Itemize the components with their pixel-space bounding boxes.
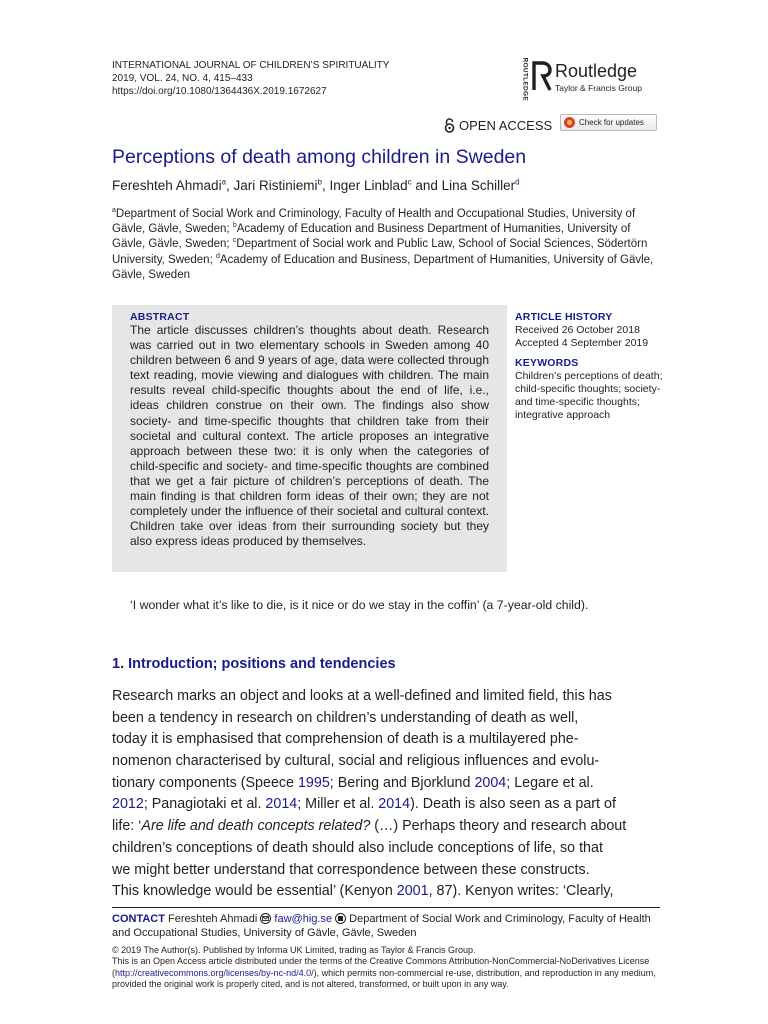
body-line: tionary components (Speece 1995; Bering and Bjorklund 2004; Legare et al. bbox=[112, 774, 594, 791]
author-name: Jari Ristiniemi bbox=[233, 178, 318, 193]
article-history-heading: ARTICLE HISTORY bbox=[515, 311, 613, 323]
author-affiliation-mark[interactable]: a bbox=[221, 177, 227, 187]
body-line: This knowledge would be essential’ (Kenyon 2001, 87). Kenyon writes: ‘Clearly, bbox=[112, 883, 614, 900]
journal-volume: 2019, VOL. 24, NO. 4, 415–433 bbox=[112, 73, 253, 84]
journal-header bbox=[112, 59, 412, 98]
footer-divider bbox=[112, 907, 660, 908]
author-name: Inger Linblad bbox=[329, 178, 408, 193]
author-name: Fereshteh Ahmadi bbox=[112, 178, 222, 193]
routledge-r-icon bbox=[531, 60, 553, 92]
body-line: been a tendency in research on children’s understanding of death as well, bbox=[112, 709, 579, 726]
accepted-date: Accepted 4 September 2019 bbox=[515, 337, 649, 349]
copyright-line: © 2019 The Author(s). Published by Informa UK Limited, trading as Taylor & Francis Group. bbox=[112, 945, 476, 955]
abstract-text: The article discusses children’s thoughts about death. Research was carried out in two elementary schools in Sweden among 40 children between 6 and 9 years of age, data were collected through text reading, movie viewing and dialogues with children. The main results reveal child-specific thoughts about the end of life, i.e., ideas children construe on their own. The findings also show society- and time-specific thoughts that children take from their societal and cultural context. The article proposes an integrative approach between these two: it is only when the categories of child-specific and society- and time-specific thoughts are combined that we get a fair picture of children’s perceptions of death. The main finding is that children form ideas of their own; they are not completely under the influence of their societal and cultural context. Children take over ideas from their surrounding society but they also express ideas produced by themselves. bbox=[130, 323, 489, 549]
license-notice bbox=[112, 945, 660, 991]
keywords-heading: KEYWORDS bbox=[515, 357, 579, 369]
body-line: we might better understand that correspondence between these constructs. bbox=[112, 861, 590, 878]
publisher-group: Taylor & Francis Group bbox=[555, 83, 642, 93]
journal-name: INTERNATIONAL JOURNAL OF CHILDREN’S SPIRITUALITY bbox=[112, 60, 390, 71]
routledge-vertical-wordmark: ROUTLEDGE bbox=[521, 57, 529, 102]
contact-label: CONTACT bbox=[112, 913, 165, 925]
email-link[interactable]: faw@hig.se bbox=[274, 913, 333, 925]
affiliations: $^a$Department of Social Work and Criminology, Faculty of Health and Occupational Studies, University of Gävle, Gävle, Sweden; $^b$Academy of Education and Business Department of Humanities, University of Gävle, Gävle, Sweden; $^c$Department of Social work and Public Law, School of Social Sciences, Södertörn University, Sweden; $^d$Academy of Education and Business, Department of Humanities, University of Gävle, Gävle, Sweden bbox=[112, 207, 654, 281]
crossmark-icon bbox=[564, 117, 575, 128]
keywords: Children’s perceptions of death; child-specific thoughts; society- and time-specific thoughts; integrative approach bbox=[515, 370, 663, 421]
citation-link[interactable]: 2004 bbox=[474, 774, 507, 791]
license-text: This is an Open Access article distributed under the terms of the Creative Commons Attribution-NonCommercial-NoDerivatives License (http://creativecommons.org/licenses/by-nc-nd/4.0/), which permits non-commercial re-use, distribution, and reproduction in any medium, provided the original work is properly cited, and is not altered, transformed, or built upon in any way. bbox=[112, 956, 656, 990]
body-line: life: ‘Are life and death concepts related? (…) Perhaps theory and research about bbox=[112, 818, 627, 835]
author-affiliation-mark[interactable]: d bbox=[515, 177, 520, 187]
email-icon bbox=[260, 913, 271, 924]
author-name: Lina Schiller bbox=[441, 178, 516, 193]
publisher-name: Routledge bbox=[555, 61, 638, 81]
citation-link[interactable]: 2001 bbox=[396, 883, 429, 900]
citation-link[interactable]: 2014 bbox=[378, 796, 411, 813]
citation-link[interactable]: 2012 bbox=[112, 796, 144, 813]
author-affiliation-mark[interactable]: b bbox=[317, 177, 322, 187]
citation-link[interactable]: 1995 bbox=[297, 774, 330, 791]
journal-doi[interactable]: https://doi.org/10.1080/1364436X.2019.1672627 bbox=[112, 86, 327, 97]
contact-info: CONTACT Fereshteh Ahmadi faw@hig.se Department of Social Work and Criminology, Faculty of Health and Occupational Studies, University of Gävle, Gävle, Sweden bbox=[112, 913, 651, 940]
epigraph-quote: ‘I wonder what it’s like to die, is it nice or do we stay in the coffin’ (a 7-year-old child). bbox=[130, 598, 589, 612]
open-lock-icon bbox=[444, 118, 455, 133]
body-line: 2012; Panagiotaki et al. 2014; Miller et al. 2014). Death is also seen as a part of bbox=[112, 796, 616, 813]
section-heading: 1. Introduction; positions and tendencies bbox=[112, 656, 396, 672]
address-icon bbox=[335, 913, 346, 924]
body-line: Research marks an object and looks at a well-defined and limited field, this has bbox=[112, 688, 612, 704]
article-title: Perceptions of death among children in Sweden bbox=[112, 146, 527, 168]
body-line: today it is emphasised that comprehension of death is a multilayered phe- bbox=[112, 731, 579, 748]
article-info bbox=[515, 311, 665, 422]
body-line: children’s conceptions of death should also include conceptions of life, so that bbox=[112, 839, 603, 856]
author-affiliation-mark[interactable]: c bbox=[407, 177, 412, 187]
license-link[interactable]: http://creativecommons.org/licenses/by-nc-nd/4.0/ bbox=[115, 967, 314, 978]
body-text bbox=[112, 686, 657, 903]
body-line: nomenon characterised by cultural, social and religious influences and evolu- bbox=[112, 753, 600, 770]
open-access-label: OPEN ACCESS bbox=[444, 116, 552, 134]
routledge-logo bbox=[519, 57, 659, 102]
author-list: Fereshteh Ahmadi$^a$, Jari Ristiniemi$^b$, Inger Linblad$^c$ and Lina Schiller$^d$ bbox=[112, 177, 520, 193]
citation-link[interactable]: 2014 bbox=[265, 796, 298, 813]
abstract-heading: ABSTRACT bbox=[130, 311, 190, 323]
received-date: Received 26 October 2018 bbox=[515, 324, 640, 336]
check-for-updates-button[interactable]: Check for updates bbox=[560, 114, 657, 131]
